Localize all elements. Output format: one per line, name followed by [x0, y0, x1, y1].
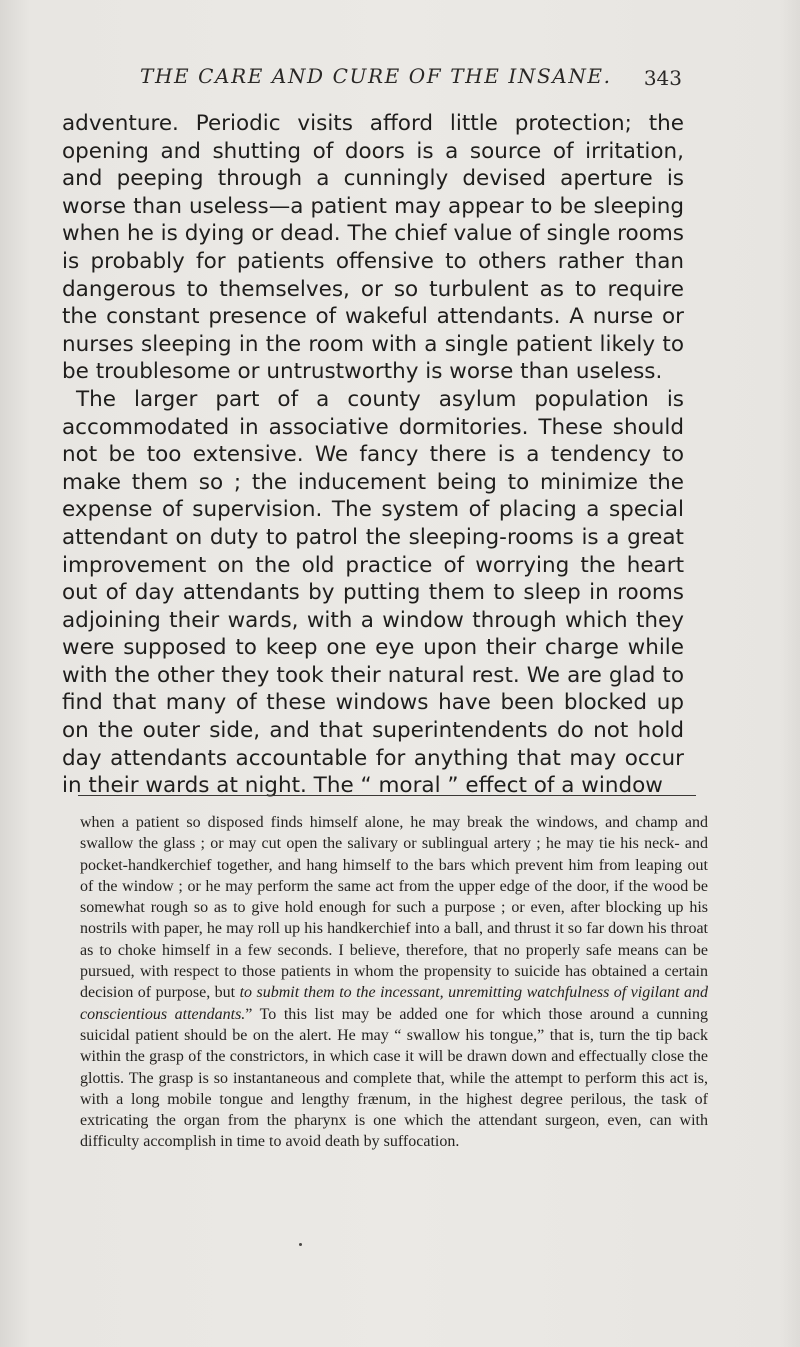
paragraph-dormitories: The larger part of a county asylum population is accommodated in associative dormitories. These should not be too extensive. We fancy there is a tendency to make them so ; the inducement being to minimize the expense of supervision. The system of placing a special attendant on duty to patrol the sleeping-rooms is a great improvement on the old practice of worrying the heart out of day attendants by putting them to sleep in rooms adjoining their wards, with a window through which they were supposed to keep one eye upon their charge while with the other they took their natural rest. We are glad to find that many of these windows have been blocked up on the outer side, and that superintendents do not hold day attendants accountable for anything that may occur in their wards at night. The “ moral ” effect of a window	[62, 386, 684, 799]
main-text	[62, 110, 684, 800]
footnote	[80, 812, 708, 1153]
footnote-text-start: when a patient so disposed finds himself alone, he may break the windows, and champ and swallow the glass ; or may cut open the salivary or sublingual artery ; he may tie his neck- and pocket-handkerchief together, and hang himself to the bars which prevent him from leaping out of the window ; or he may perform the same act from the upper edge of the door, if the wood be somewhat rough so as to give hold enough for such a purpose ; or even, after blocking up his nostrils with paper, he may roll up his handkerchief into a ball, and thrust it so far down his throat as to choke himself in a few seconds. I believe, therefore, that no properly safe means can be pursued, with respect to those patients in whom the propensity to suicide has obtained a certain decision of purpose, but	[80, 814, 708, 1002]
running-title: THE CARE AND CURE OF THE INSANE.	[140, 64, 612, 88]
page-number: 343	[643, 66, 682, 90]
footnote-text-end: ” To this list may be added one for which those around a cunning suicidal patient should be on the alert. He may “ swallow his tongue,” that is, turn the tip back within the grasp of the constrictors, in which case it will be drawn down and effectually close the glottis. The grasp is so instantaneous and complete that, while the attempt to perform this act is, with a long mobile tongue and lengthy frænum, in the highest degree perilous, the task of extricating the organ from the pharynx is one which the attendant surgeon, even, can with difficulty accomplish in time to avoid death by suffocation.	[80, 1005, 708, 1151]
paragraph-continuation: adventure. Periodic visits afford little protection; the opening and shutting of doors is a source of irritation, and peeping through a cunningly devised aperture is worse than useless—a patient may appear to be sleeping when he is dying or dead. The chief value of single rooms is probably for patients offensive to others rather than dangerous to themselves, or so turbulent as to require the constant presence of wakeful attendants. A nurse or nurses sleeping in the room with a single patient likely to be troublesome or untrustworthy is worse than useless.	[62, 111, 684, 385]
footnote-paragraph	[80, 812, 708, 1153]
ink-speck	[299, 1243, 302, 1246]
footnote-italic-quote: to submit them to the incessant, unremitting watchfulness of vigilant and conscientious attendants.	[80, 984, 709, 1023]
running-head	[140, 64, 740, 94]
footnote-rule	[78, 795, 696, 796]
